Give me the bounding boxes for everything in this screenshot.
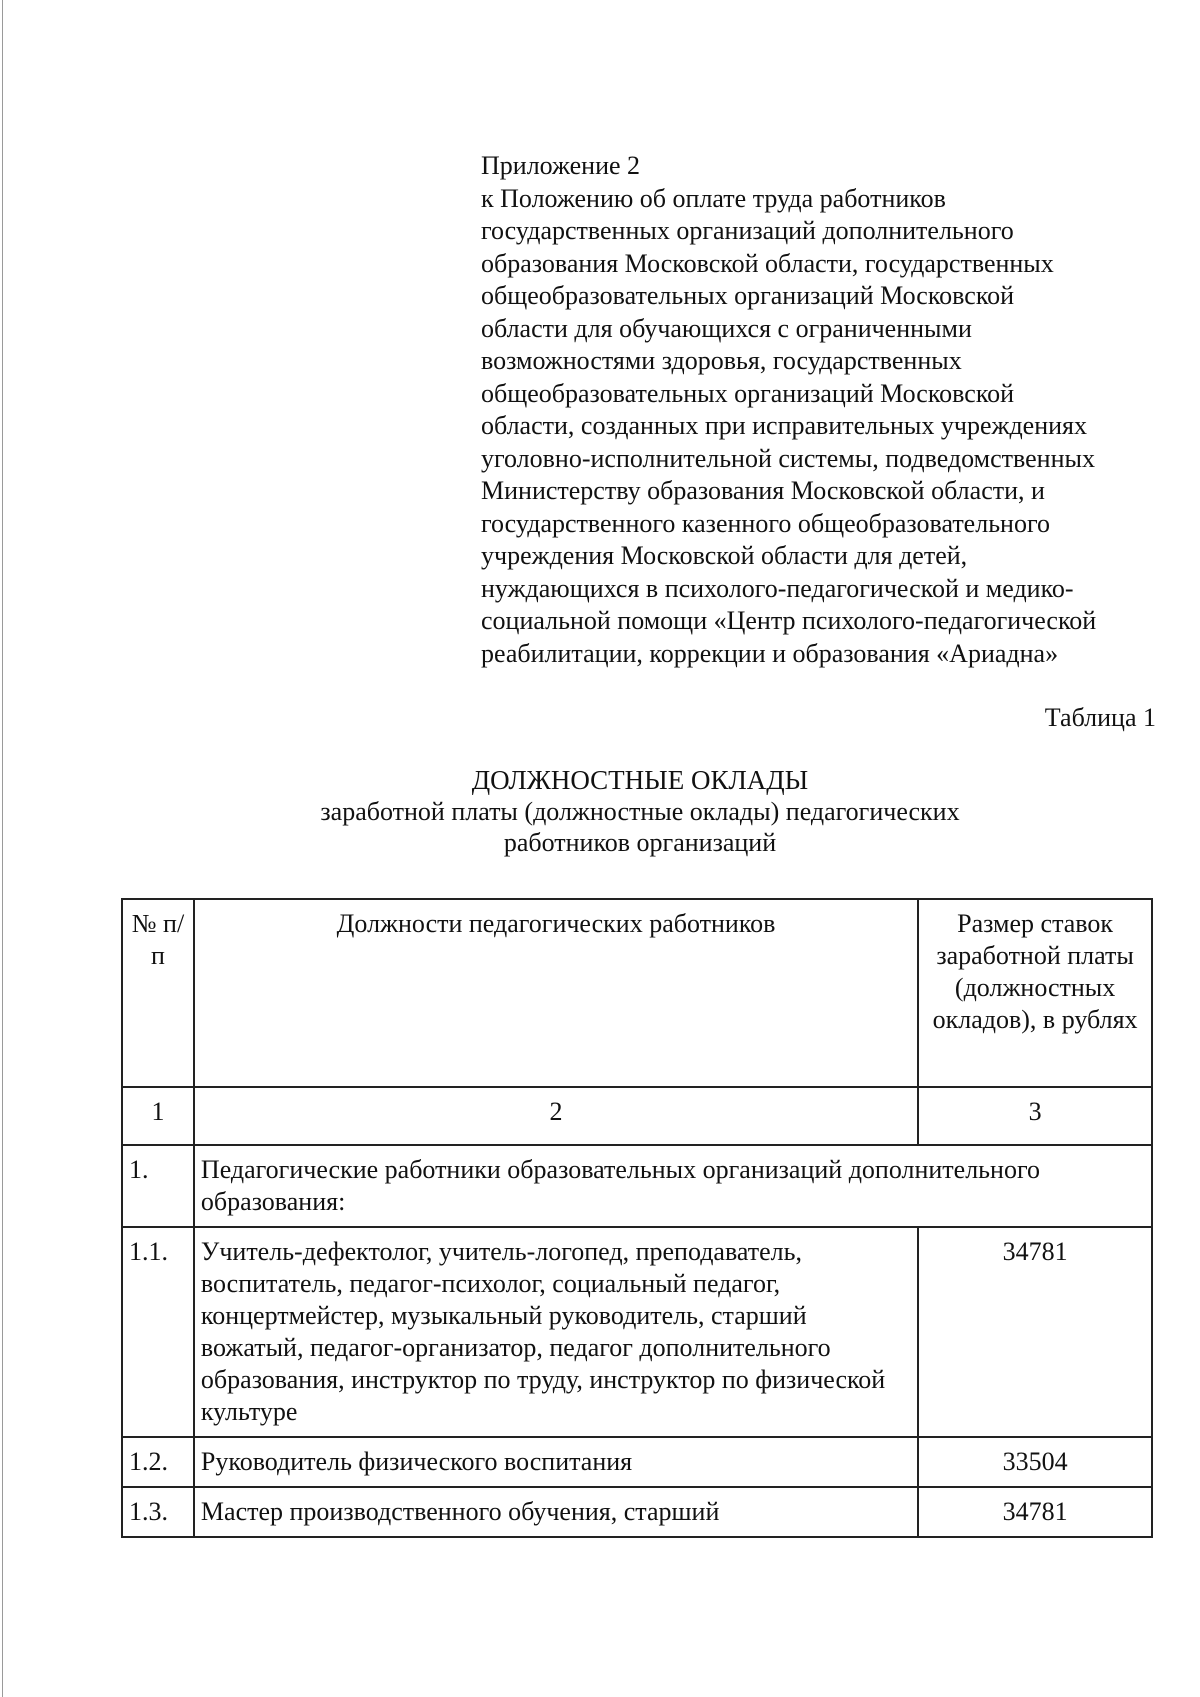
appendix-block (481, 150, 1171, 670)
table-row (122, 1487, 1152, 1537)
scan-edge-line (2, 0, 3, 1697)
row-num: 1.1. (122, 1227, 194, 1437)
appendix-line: Приложение 2 (481, 151, 641, 180)
row-rate: 34781 (918, 1487, 1152, 1537)
column-index-cell: 3 (918, 1087, 1152, 1145)
appendix-line: области для обучающихся с ограниченными (481, 313, 972, 343)
section-row (122, 1145, 1152, 1227)
appendix-line: области, созданных при исправительных учреждениях (481, 411, 1087, 440)
appendix-line: государственного казенного общеобразовательного (481, 508, 1050, 538)
salary-table (121, 898, 1153, 1538)
appendix-line: образования Московской области, государственных (481, 248, 1054, 278)
appendix-line: Министерству образования Московской области, и (481, 476, 1045, 505)
document-heading (120, 765, 1160, 858)
appendix-line: государственных организаций дополнительного (481, 216, 1014, 245)
row-rate: 34781 (918, 1227, 1152, 1437)
appendix-line: к Положению об оплате труда работников (481, 183, 946, 213)
header-cell-num: № п/п (122, 899, 194, 1087)
table-label: Таблица 1 (1044, 703, 1156, 732)
table-row (122, 1227, 1152, 1437)
row-position: Руководитель физического воспитания (194, 1437, 918, 1487)
appendix-line: социальной помощи «Центр психолого-педагогической (481, 606, 1097, 635)
heading-subtitle-line: заработной платы (должностные оклады) педагогических (320, 797, 960, 826)
row-position: Учитель-дефектолог, учитель-логопед, преподаватель, воспитатель, педагог-психолог, социальный педагог, концертмейстер, музыкальный руководитель, старший вожатый, педагог-организатор, педагог дополнительного образования, инструктор по труду, инструктор по физической культуре (194, 1227, 918, 1437)
row-rate: 33504 (918, 1437, 1152, 1487)
heading-title: ДОЛЖНОСТНЫЕ ОКЛАДЫ (471, 765, 809, 795)
appendix-line: реабилитации, коррекции и образования «Ариадна» (481, 638, 1059, 668)
table-header-row (122, 899, 1152, 1087)
header-cell-rate: Размер ставок заработной платы (должностных окладов), в рублях (918, 899, 1152, 1087)
appendix-line: общеобразовательных организаций Московской (481, 281, 1015, 310)
appendix-line: уголовно-исполнительной системы, подведомственных (481, 443, 1095, 473)
appendix-line: нуждающихся в психолого-педагогической и медико- (481, 573, 1074, 603)
header-cell-position: Должности педагогических работников (194, 899, 918, 1087)
section-num: 1. (122, 1145, 194, 1227)
row-num: 1.3. (122, 1487, 194, 1537)
row-num: 1.2. (122, 1437, 194, 1487)
column-index-cell: 1 (122, 1087, 194, 1145)
row-position: Мастер производственного обучения, старший (194, 1487, 918, 1537)
appendix-line: учреждения Московской области для детей, (481, 541, 968, 570)
appendix-line: возможностями здоровья, государственных (481, 346, 962, 375)
column-index-row (122, 1087, 1152, 1145)
column-index-cell: 2 (194, 1087, 918, 1145)
heading-subtitle-line: работников организаций (503, 828, 777, 857)
table-row (122, 1437, 1152, 1487)
section-title: Педагогические работники образовательных организаций дополнительного образования: (194, 1145, 1152, 1227)
appendix-line: общеобразовательных организаций Московской (481, 378, 1015, 408)
